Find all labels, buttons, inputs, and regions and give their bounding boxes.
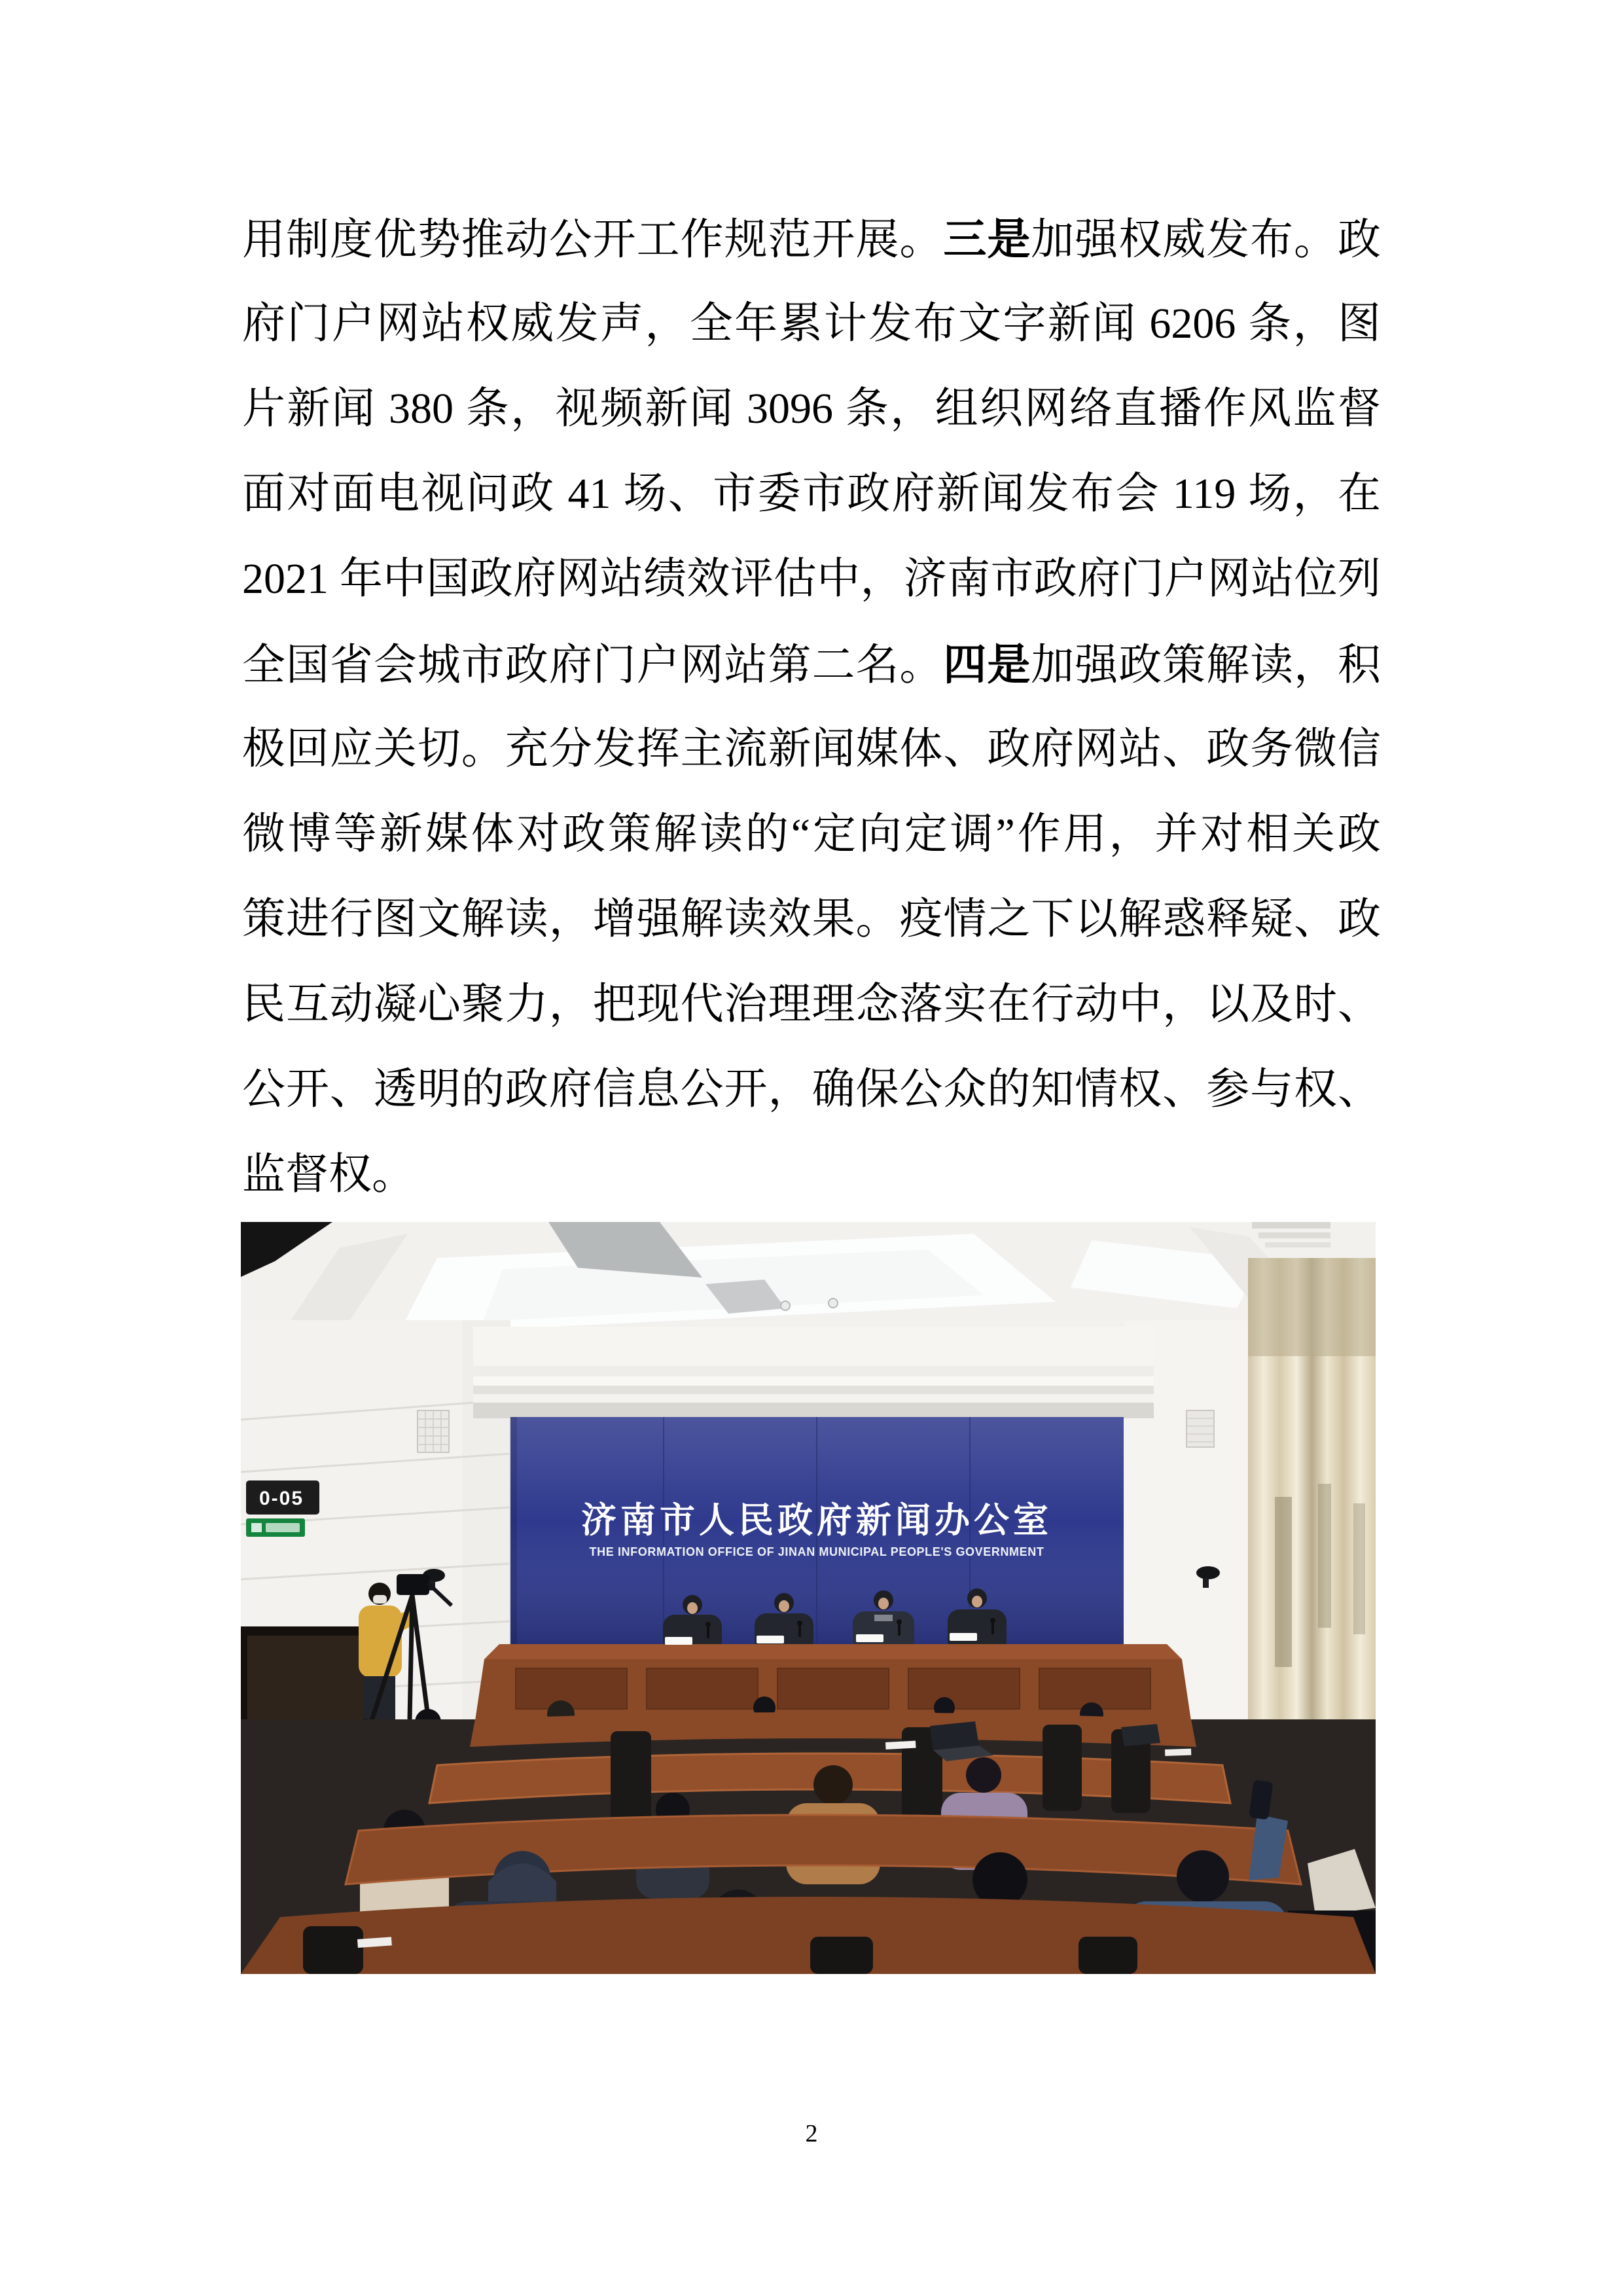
text-segment: 微博等新媒体对政策解读的“定向定调”作用，并对相关政 [242, 810, 1381, 858]
text-segment: 民互动凝心聚力，把现代治理理念落实在行动中，以及时、 [242, 980, 1381, 1028]
bold-segment: 四是 [943, 640, 1031, 689]
document-paragraph [242, 196, 1381, 1217]
text-segment: 策进行图文解读，增强解读效果。疫情之下以解惑释疑、政 [242, 895, 1381, 943]
text-segment: 加强权威发布。政 [1031, 216, 1382, 264]
text-segment: 监督权。 [242, 1151, 415, 1198]
exit-sign [246, 1518, 305, 1537]
document-line [242, 367, 1381, 452]
text-segment: 极回应关切。充分发挥主流新闻媒体、政府网站、政务微信 [242, 725, 1381, 773]
wall-vent [418, 1410, 449, 1452]
document-line [242, 281, 1381, 367]
text-segment: 面对面电视问政 41 场、市委市政府新闻发布会 119 场，在 [242, 470, 1381, 518]
document-line [242, 537, 1381, 622]
cornice [473, 1327, 1154, 1418]
document-line [242, 707, 1381, 792]
room-sign-label: 0-05 [259, 1488, 304, 1509]
document-line [242, 792, 1381, 877]
document-line [242, 452, 1381, 537]
document-line [242, 962, 1381, 1047]
text-segment: 用制度优势推动公开工作规范开展。 [242, 216, 944, 264]
document-line [242, 1132, 1381, 1217]
text-segment: 全国省会城市政府门户网站第二名。 [242, 641, 944, 689]
press-conference-scene [241, 1222, 1376, 1974]
banner-chinese-text: 济南市人民政府新闻办公室 [581, 1501, 1052, 1540]
text-segment: 府门户网站权威发声，全年累计发布文字新闻 6206 条，图 [242, 300, 1381, 348]
document-line [242, 877, 1381, 962]
text-segment: 公开、透明的政府信息公开，确保公众的知情权、参与权、 [242, 1066, 1381, 1113]
document-line [242, 196, 1381, 281]
press-conference-photo [241, 1222, 1376, 1974]
bench-row-d [241, 1897, 1376, 1974]
document-line [242, 622, 1381, 707]
text-segment: 加强政策解读，积 [1031, 641, 1382, 689]
banner-english-text: THE INFORMATION OFFICE OF JINAN MUNICIPAL PEOPLE'S GOVERNMENT [589, 1545, 1044, 1558]
page-number: 2 [805, 2120, 818, 2147]
document-line [242, 1047, 1381, 1132]
text-segment: 片新闻 380 条，视频新闻 3096 条，组织网络直播作风监督 [242, 385, 1381, 433]
bold-segment: 三是 [943, 215, 1031, 263]
wall-vent-right [1186, 1410, 1214, 1447]
text-segment: 2021 年中国政府网站绩效评估中，济南市政府门户网站位列 [242, 555, 1381, 603]
backdrop [510, 1417, 1124, 1649]
